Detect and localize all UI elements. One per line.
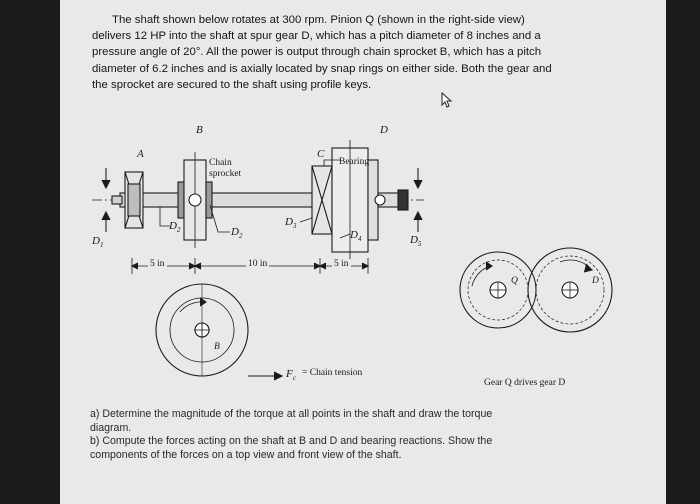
label-A: A [137,148,144,160]
problem-line: delivers 12 HP into the shaft at spur gear D, which has a pitch diameter of 8 inches and a [92,30,541,43]
dim-5in-left: 5 in [150,259,165,269]
chain-sprocket-label: Chain sprocket [209,158,242,179]
bearing-label: Bearing [339,157,370,167]
gear-Q-label: Q [511,276,518,286]
diameter-D2-right: $D_2$ [231,226,243,241]
question-line: b) Compute the forces acting on the shaft at B and D and bearing reactions. Show the [90,435,493,448]
problem-line: The shaft shown below rotates at 300 rpm. Pinion Q (shown in the right-side view) [112,14,525,26]
problem-line: the sprocket are secured to the shaft using profile keys. [92,78,372,91]
label-B: B [196,124,203,136]
questions [90,408,630,462]
gear-D-label: D [592,276,599,286]
diameter-D3: $D_3$ [285,216,297,231]
diameter-D4: $D_4$ [350,229,362,244]
label-D: D [380,124,388,136]
question-line: components of the forces on a top view and front view of the shaft. [90,448,402,461]
gear-caption: Gear Q drives gear D [484,378,566,388]
chain-tension-symbol: $F_c$ [286,368,296,383]
diameter-D1: $D_1$ [92,235,104,250]
diameter-D5: $D_5$ [410,234,422,249]
sprocket-view-label: B [214,342,220,352]
chain-tension-label: = Chain tension [302,368,363,378]
problem-line: pressure angle of 20°. All the power is output through chain sprocket B, which has a pitch [92,46,542,59]
problem-line: diameter of 6.2 inches and is axially located by snap rings on either side. Both the gear and [92,62,552,75]
question-line: a) Determine the magnitude of the torque at all points in the shaft and draw the torque [90,408,493,420]
dim-5in-right: 5 in [334,259,349,269]
diameter-D2-left: $D_2$ [169,220,181,235]
dim-10in: 10 in [248,259,268,269]
question-line: diagram. [90,421,132,434]
label-C: C [317,148,325,160]
